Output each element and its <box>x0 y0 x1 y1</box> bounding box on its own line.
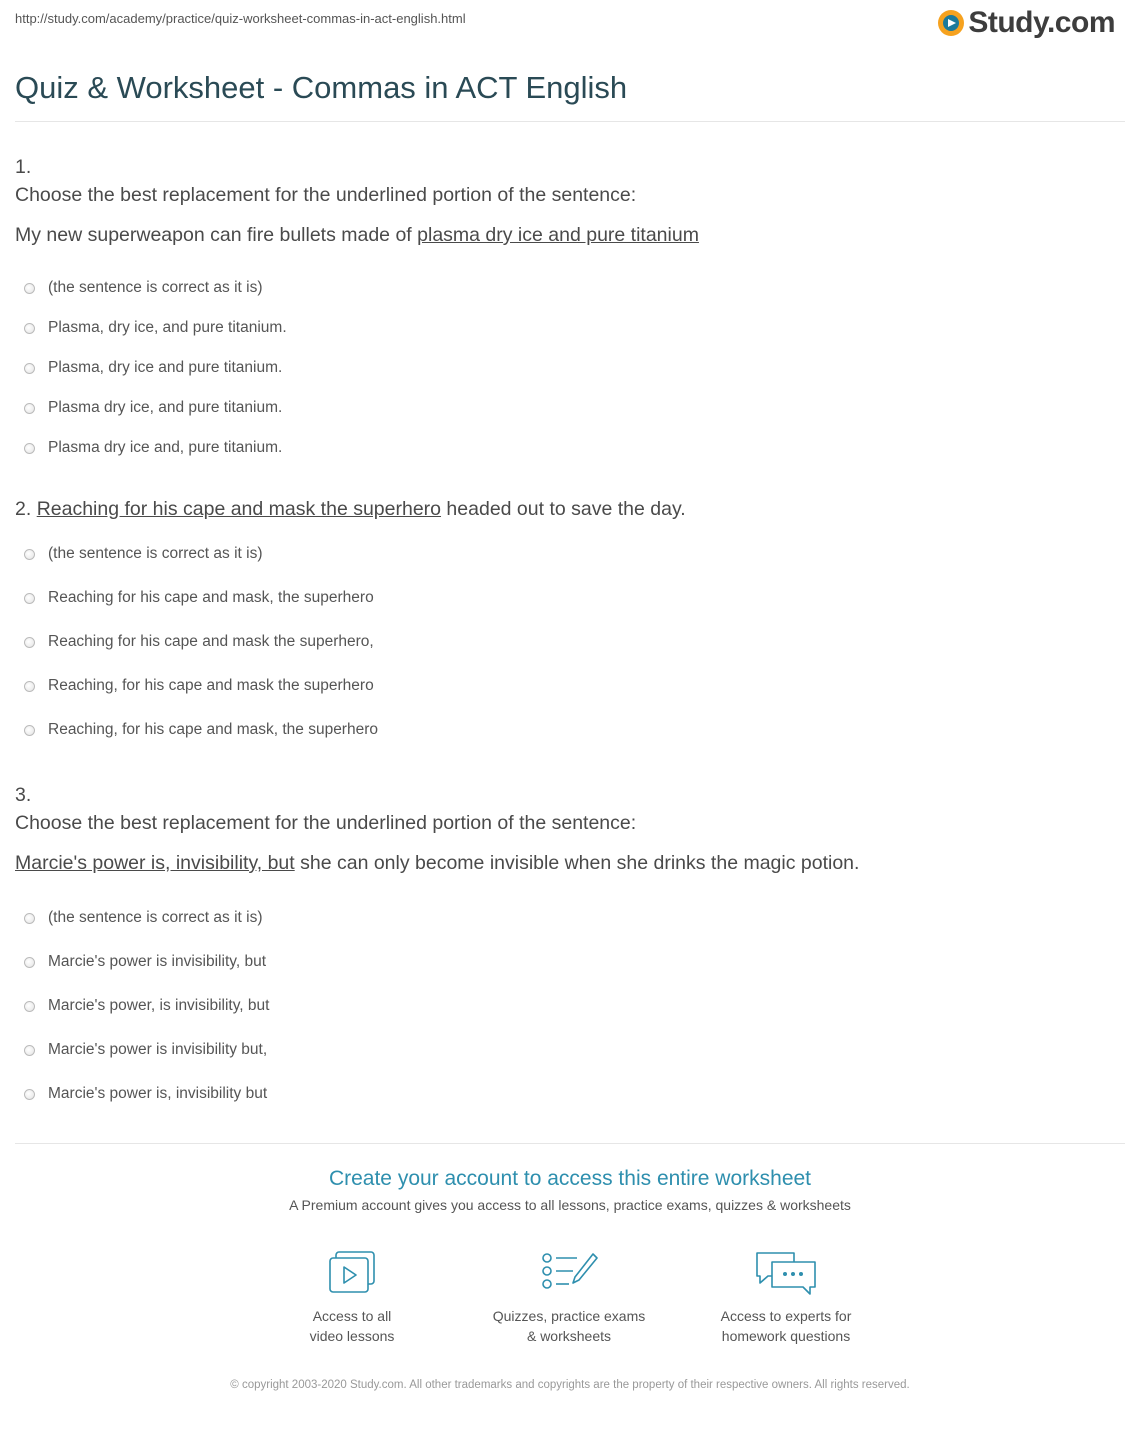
feature-experts <box>686 1250 886 1346</box>
option-label: Marcie's power, is invisibility, but <box>48 997 270 1014</box>
study-play-logo-icon <box>938 10 964 36</box>
page-title: Quiz & Worksheet - Commas in ACT English <box>15 70 628 105</box>
question-1-option-1[interactable] <box>24 279 263 297</box>
video-lessons-icon <box>326 1250 378 1296</box>
question-3-sentence <box>15 852 859 875</box>
logo-text: Study.com <box>968 6 1115 39</box>
option-label: Reaching, for his cape and mask, the superhero <box>48 721 378 738</box>
radio-button[interactable] <box>24 1045 35 1056</box>
radio-button[interactable] <box>24 283 35 294</box>
radio-button[interactable] <box>24 403 35 414</box>
option-label: (the sentence is correct as it is) <box>48 909 263 926</box>
radio-button[interactable] <box>24 681 35 692</box>
option-label: Marcie's power is invisibility, but <box>48 953 267 970</box>
question-1-underlined: plasma dry ice and pure titanium <box>417 224 699 246</box>
question-2-option-1[interactable] <box>24 545 263 563</box>
feature-experts-label: Access to experts for homework questions <box>720 1308 852 1344</box>
feature-video-lessons <box>252 1250 452 1346</box>
option-label: Marcie's power is invisibility but, <box>48 1041 268 1058</box>
radio-button[interactable] <box>24 549 35 560</box>
option-label: Reaching for his cape and mask the superhero, <box>48 633 374 650</box>
question-3-option-1[interactable] <box>24 909 263 927</box>
question-3-number: 3. <box>15 784 32 806</box>
radio-button[interactable] <box>24 913 35 924</box>
question-2-option-4[interactable] <box>24 677 374 695</box>
option-label: Plasma, dry ice, and pure titanium. <box>48 319 287 336</box>
question-2-number: 2. <box>15 498 32 520</box>
question-2-underlined: Reaching for his cape and mask the superhero <box>36 498 442 520</box>
option-label: Marcie's power is, invisibility but <box>48 1085 268 1102</box>
radio-button[interactable] <box>24 1001 35 1012</box>
copyright-footer: © copyright 2003-2020 Study.com. All other trademarks and copyrights are the property of their respective owners. All rights reserved. <box>230 1379 910 1391</box>
question-3-option-5[interactable] <box>24 1085 267 1103</box>
question-1-sentence <box>15 224 699 247</box>
option-label: Plasma dry ice and, pure titanium. <box>48 439 283 456</box>
option-label: Plasma, dry ice and pure titanium. <box>48 359 283 376</box>
question-2-option-3[interactable] <box>24 633 374 651</box>
page-url: http://study.com/academy/practice/quiz-worksheet-commas-in-act-english.html <box>15 11 466 26</box>
feature-video-lessons-label: Access to all video lessons <box>309 1308 395 1344</box>
option-label: (the sentence is correct as it is) <box>48 279 263 296</box>
question-1-prompt: Choose the best replacement for the underlined portion of the sentence: <box>15 184 637 206</box>
study-logo[interactable] <box>938 6 1115 40</box>
question-3-sentence-end: she can only become invisible when she drinks the magic potion. <box>294 852 860 874</box>
radio-button[interactable] <box>24 593 35 604</box>
question-1-sentence-start: My new superweapon can fire bullets made of <box>15 224 418 246</box>
radio-button[interactable] <box>24 1089 35 1100</box>
question-2-sentence-end: headed out to save the day. <box>441 498 686 520</box>
question-3-option-4[interactable] <box>24 1041 267 1059</box>
create-account-link[interactable]: Create your account to access this entire worksheet <box>328 1167 812 1190</box>
title-divider <box>15 121 1125 122</box>
question-1-option-3[interactable] <box>24 359 282 377</box>
feature-quizzes-label: Quizzes, practice exams & worksheets <box>492 1308 646 1344</box>
option-label: Reaching, for his cape and mask the superhero <box>48 677 374 694</box>
question-3-option-2[interactable] <box>24 953 266 971</box>
feature-quizzes <box>469 1250 669 1346</box>
radio-button[interactable] <box>24 363 35 374</box>
question-3-underlined: Marcie's power is, invisibility, but <box>15 852 295 874</box>
option-label: Reaching for his cape and mask, the superhero <box>48 589 374 606</box>
question-2-sentence <box>15 498 686 521</box>
radio-button[interactable] <box>24 637 35 648</box>
cta-divider <box>15 1143 1125 1144</box>
option-label: (the sentence is correct as it is) <box>48 545 263 562</box>
question-1-option-4[interactable] <box>24 399 282 417</box>
option-label: Plasma dry ice, and pure titanium. <box>48 399 283 416</box>
question-2-option-5[interactable] <box>24 721 378 739</box>
quiz-checklist-icon <box>539 1250 599 1296</box>
radio-button[interactable] <box>24 725 35 736</box>
radio-button[interactable] <box>24 323 35 334</box>
question-3-option-3[interactable] <box>24 997 269 1015</box>
cta-subtitle: A Premium account gives you access to all lessons, practice exams, quizzes & worksheets <box>289 1197 851 1213</box>
chat-bubbles-icon <box>754 1250 818 1296</box>
question-2-option-2[interactable] <box>24 589 374 607</box>
radio-button[interactable] <box>24 443 35 454</box>
question-3-prompt: Choose the best replacement for the underlined portion of the sentence: <box>15 812 637 834</box>
question-1-number: 1. <box>15 156 32 178</box>
radio-button[interactable] <box>24 957 35 968</box>
question-1-option-2[interactable] <box>24 319 287 337</box>
question-1-option-5[interactable] <box>24 439 282 457</box>
